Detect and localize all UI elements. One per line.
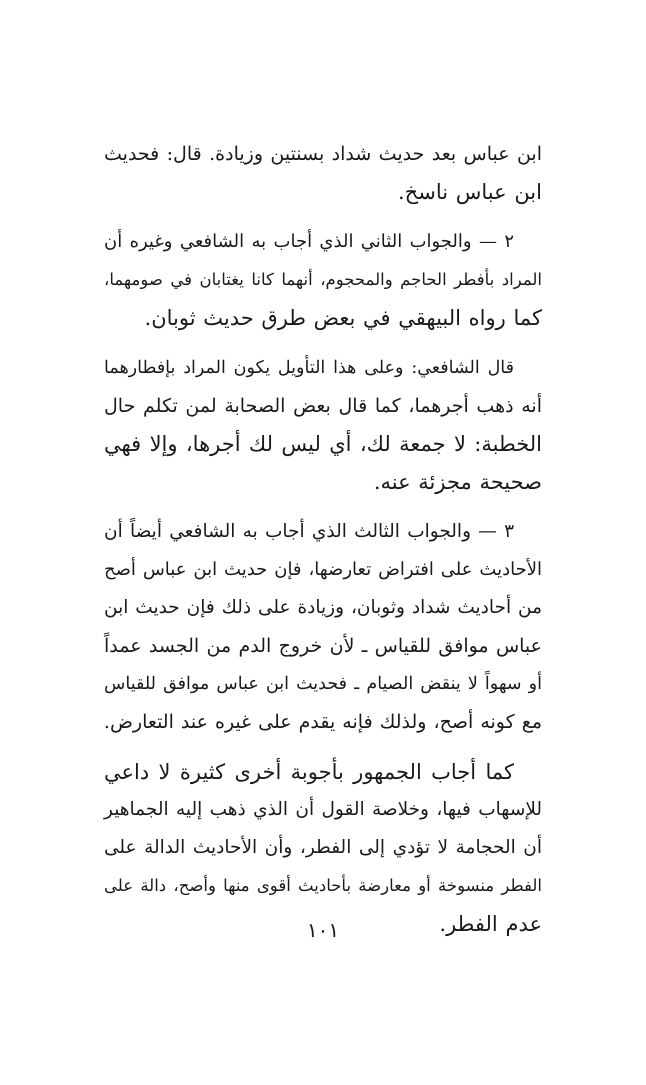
text-line: صحيحة مجزئة عنه. xyxy=(373,470,542,494)
text-line: من أحاديث شداد وثوبان، وزيادة على ذلك فإن حديث ابن xyxy=(104,597,542,618)
text-line: للإسهاب فيها، وخلاصة القول أن الذي ذهب إليه الجماهير xyxy=(104,799,542,820)
text-line: أن الحجامة لا تؤدي إلى الفطر، وأن الأحاديث الدالة على xyxy=(104,837,542,858)
page-body xyxy=(104,135,542,955)
text-line: أو سهواً لا ينقض الصيام ـ فحديث ابن عباس موافق للقياس xyxy=(104,674,542,694)
text-line: عدم الفطر. xyxy=(439,912,542,936)
text-line: كما أجاب الجمهور بأجوبة أخرى كثيرة لا داعي xyxy=(104,760,514,784)
text-line: ٣ — والجواب الثالث الذي أجاب به الشافعي أيضاً أن xyxy=(104,521,514,542)
text-line: المراد بأفطر الحاجم والمحجوم، أنهما كانا يغتابان في صومهما، xyxy=(104,270,542,289)
paragraph-4 xyxy=(104,513,542,741)
page-number: ١٠١ xyxy=(306,918,340,942)
text-line: أنه ذهب أجرهما، كما قال بعض الصحابة لمن تكلم حال xyxy=(104,395,542,417)
paragraph-5 xyxy=(104,753,542,943)
text-line: قال الشافعي: وعلى هذا التأويل يكون المراد بإفطارهما xyxy=(104,358,514,378)
text-line: ٢ — والجواب الثاني الذي أجاب به الشافعي وغيره أن xyxy=(104,231,514,252)
paragraph-2 xyxy=(104,223,542,337)
text-line: ابن عباس ناسخ. xyxy=(398,180,542,204)
text-line: الأحاديث على افتراض تعارضها، فإن حديث ابن عباس أصح xyxy=(104,559,542,580)
text-line: الفطر منسوخة أو معارضة بأحاديث أقوى منها وأصح، دالة على xyxy=(104,876,542,895)
text-line: كما رواه البيهقي في بعض طرق حديث ثوبان. xyxy=(144,306,542,330)
text-line: الخطبة: لا جمعة لك، أي ليس لك أجرها، وإلا فهي xyxy=(104,432,542,456)
paragraph-3 xyxy=(104,349,542,501)
text-line: مع كونه أصح، ولذلك فإنه يقدم على غيره عند التعارض. xyxy=(103,711,542,733)
text-line: عباس موافق للقياس ـ لأن خروج الدم من الجسد عمداً xyxy=(104,635,542,657)
text-line: ابن عباس بعد حديث شداد بسنتين وزيادة. قال: فحديث xyxy=(104,143,542,165)
paragraph-1 xyxy=(104,135,542,211)
